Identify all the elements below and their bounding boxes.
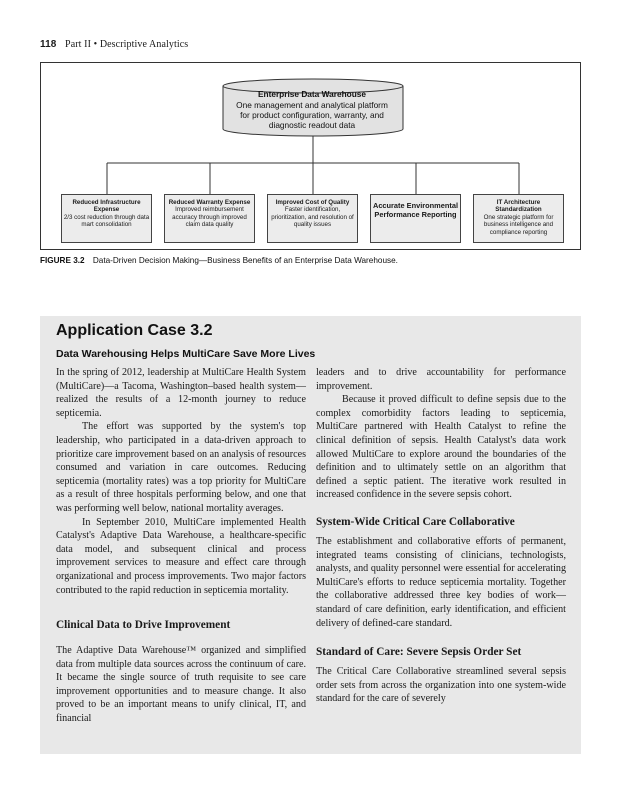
- benefit-description: 2/3 cost reduction through data mart consolidation: [63, 213, 150, 229]
- benefit-description: Faster identification, prioritization, and resolution of quality issues: [271, 206, 354, 229]
- figure-caption-label: FIGURE 3.2: [40, 256, 85, 265]
- section-heading: Clinical Data to Drive Improvement: [56, 619, 231, 632]
- benefit-box-warranty: [164, 194, 255, 243]
- database-label: [231, 89, 393, 130]
- benefit-description: One strategic platform for business intelligence and compliance reporting: [483, 213, 554, 236]
- paragraph: The establishment and collaborative efforts of permanent, integrated teams consisting of clinicians, technologists, analysts, and quality personnel were essential for accelerating MultiCare's efforts to reduce septicemia mortality. Together the collaborative addressed three key bodies of work—standard of care definition, early identification, and efficient delivery of defined-care standard.: [316, 535, 566, 629]
- paragraph: In September 2010, MultiCare implemented Health Catalyst's Adaptive Data Warehouse, a healthcare-specific data model, and subsequent clinical and process improvement services to measure and effect care through organizational and process improvements. Two major factors contributed to the rapid reduction in septicemia mortality.: [56, 516, 306, 596]
- benefit-title: Accurate Environmental Performance Reporting: [372, 201, 459, 219]
- case-title: Application Case 3.2: [56, 322, 213, 339]
- benefit-title: IT Architecture Standardization: [495, 199, 542, 214]
- page-number: 118: [40, 39, 57, 50]
- benefit-title: Reduced Warranty Expense: [168, 199, 251, 206]
- database-title: Enterprise Data Warehouse: [257, 89, 367, 99]
- paragraph: Because it proved difficult to define sepsis due to the complex comorbidity factors leading to septicemia, MultiCare partnered with Health Catalyst to refine the clinical definition of sepsis. Health Catalyst's data work allowed MultiCare to explore around the boundaries of the definition and to ultimately settle on an algorithm that defined a septic patient. The iterative work resulted in increased confidence in the severe sepsis cohort.: [316, 394, 566, 501]
- paragraph: In the spring of 2012, leadership at MultiCare Health System (MultiCare)—a Tacoma, Washington–based health system—realized the results of a 12-month journey to reduce septicemia.: [56, 367, 306, 419]
- section-heading: Standard of Care: Severe Sepsis Order Set: [316, 646, 522, 659]
- running-head-text: Part II • Descriptive Analytics: [65, 39, 189, 50]
- benefit-box-infrastructure: [61, 194, 152, 243]
- figure-3-2: [40, 62, 581, 250]
- paragraph: The effort was supported by the system's top leadership, who participated in a data-driven approach to prioritize care improvement based on an analysis of resources consumed and variation in care outcomes. Reducing septicemia (mortality rates) was a top priority for MultiCare as a result of three hospitals performing below, and one that was performing well below, national mortality averages.: [56, 421, 306, 514]
- benefit-title: Improved Cost of Quality: [275, 199, 350, 206]
- paragraph: leaders and to drive accountability for performance improvement.: [316, 367, 566, 392]
- benefit-box-environmental: [370, 194, 461, 243]
- figure-caption-text: Data-Driven Decision Making—Business Benefits of an Enterprise Data Warehouse.: [92, 256, 398, 265]
- benefit-title: Reduced Infrastructure Expense: [72, 199, 141, 214]
- database-description: One management and analytical platform for product configuration, warranty, and diagnostic readout data: [236, 100, 388, 130]
- benefit-box-it-architecture: [473, 194, 564, 243]
- case-right-column: [316, 366, 566, 706]
- case-left-column: [56, 366, 306, 726]
- case-subtitle: Data Warehousing Helps MultiCare Save More Lives: [56, 348, 316, 360]
- figure-caption: [40, 256, 398, 265]
- section-heading: System-Wide Critical Care Collaborative: [316, 515, 515, 528]
- paragraph: The Critical Care Collaborative streamlined several sepsis order sets from across the organization into one system-wide standard for the care of severely: [316, 666, 566, 705]
- benefit-box-quality: [267, 194, 358, 243]
- paragraph: The Adaptive Data Warehouse™ organized and simplified data from multiple data sources across the continuum of care. It became the single source of truth requisite to see care improvement opportunities and to measure change. It also proved to be an important means to unify clinical, IT, and financial: [56, 645, 306, 725]
- application-case-panel: [40, 316, 581, 754]
- running-head: [40, 39, 188, 50]
- benefit-description: Improved reimbursement accuracy through improved claim data quality: [172, 206, 247, 229]
